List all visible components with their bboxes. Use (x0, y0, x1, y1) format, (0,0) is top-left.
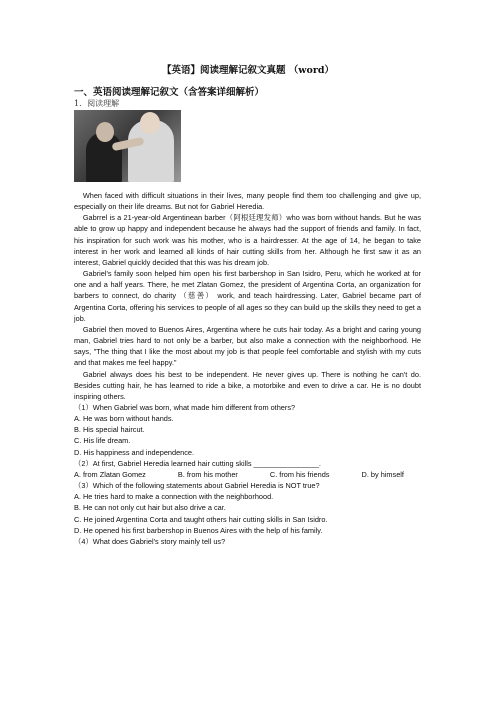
question-stem: （4）What does Gabriel's story mainly tell us? (74, 536, 226, 546)
page-title: 【英语】阅读理解记叙文真题 （word） (162, 65, 334, 76)
option: A. He tries hard to make a connection with the neighborhood. (74, 492, 274, 502)
option: B. from his mother (177, 469, 238, 479)
photo-head-barber (140, 112, 160, 134)
option: D. by himself (361, 469, 404, 479)
question-stem: （2）At first, Gabriel Heredia learned hair cutting skills ________________. (74, 458, 321, 468)
option: D. His happiness and independence. (74, 447, 195, 457)
option: B. He can not only cut hair but also drive a car. (74, 503, 226, 513)
question-stem: （1）When Gabriel was born, what made him different from others? (74, 402, 296, 412)
question-stem: （3）Which of the following statements about Gabriel Heredia is NOT true? (74, 481, 320, 491)
option: A. He was born without hands. (74, 414, 174, 424)
passage-paragraph: Gabrrel is a 21-year-old Argentinean barber（阿根廷理发师）who was born without hands. But he was able to grow up happy and independent because he always had the support of friends and family. In fact, his inspiration for such work was his mother, who is a hairdresser. At the age of 14, he began to take interest in her work and learned all kinds of hair cutting skills from her. Although he first saw it as an interest, Gabriel quickly decided that this was his dream job. (74, 213, 421, 267)
option: C. His life dream. (74, 436, 131, 446)
option: B. His special haircut. (74, 425, 145, 435)
options-row (74, 469, 404, 480)
option: A. from Zlatan Gomez (74, 469, 146, 479)
option: C. He joined Argentina Corta and taught others hair cutting skills in San Isidro. (74, 514, 328, 524)
option: D. He opened his first barbershop in Buenos Aires with the help of his family. (74, 525, 323, 535)
passage-paragraph: Gabriel then moved to Buenos Aires, Argentina where he cuts hair today. As a bright and caring young man, Gabriel tries hard to not only be a barber, but also make a connection with the neighborhood. He says, "The thing that I like the most about my job is that people feel comfortable and stylish with my cuts and that makes me feel happy." (74, 324, 421, 368)
item-label: 1．阅读理解 (74, 99, 120, 108)
option: C. from his friends (269, 469, 330, 479)
photo-barber-icon (74, 110, 181, 182)
section-heading: 一、英语阅读理解记叙文（含答案详细解析） (74, 87, 265, 98)
passage-body (74, 190, 421, 547)
passage-paragraph: Gabriel always does his best to be independent. He never gives up. There is nothing he can't do. Besides cutting hair, he has learned to ride a bike, a motorbike and even to drive a car. He is no doubt inspiring others. (74, 369, 421, 401)
passage-paragraph: Gabriel's family soon helped him open his first barbershop in San Isidro, Peru, which he worked at for one and a half years. There, he met Zlatan Gomez, the president of Argentina Corta, an organization for barbers to connect, do charity （慈善） work, and teach hairdressing. Later, Gabriel became part of Argentina Corta, offering his services to people of all ages so they can build up the skills they need to get a job. (74, 269, 421, 323)
passage-paragraph: When faced with difficult situations in their lives, many people find them too challenging and give up, especially on their life dreams. But not for Gabriel Heredia. (74, 191, 421, 212)
photo-head-client (96, 122, 114, 142)
